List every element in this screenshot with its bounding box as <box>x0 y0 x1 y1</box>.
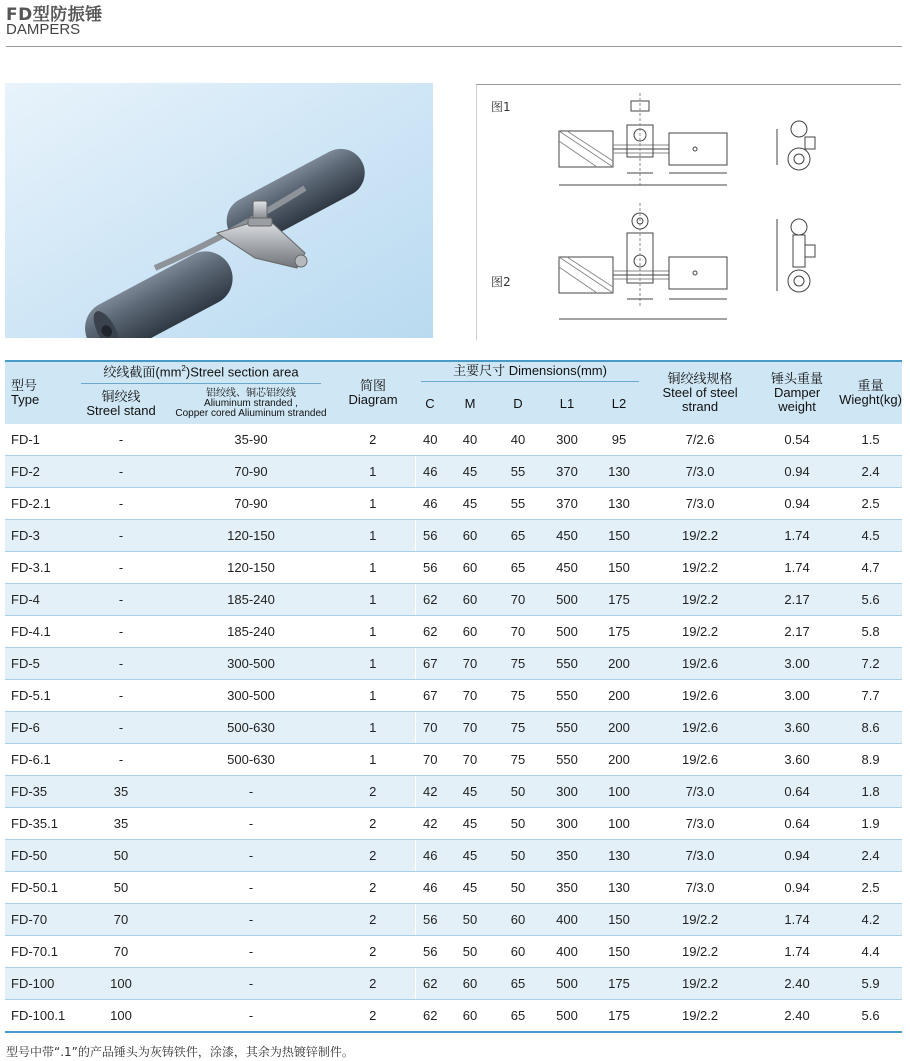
table-row <box>5 552 902 584</box>
cell-weight: 4.7 <box>839 552 902 584</box>
header-damper-en1: Damper <box>773 385 821 400</box>
cell-diagram: 1 <box>331 584 415 616</box>
cell-diagram: 2 <box>331 1000 415 1033</box>
cell-steel-stand: 50 <box>71 872 171 904</box>
cell-d: 50 <box>495 808 541 840</box>
cell-l2: 200 <box>593 680 645 712</box>
cell-m: 60 <box>445 1000 495 1033</box>
cell-damper-weight: 0.94 <box>755 456 839 488</box>
header-c: C <box>415 384 445 424</box>
header-weight-cn: 重量 <box>857 378 884 393</box>
cell-weight: 7.2 <box>839 648 902 680</box>
cell-l2: 130 <box>593 456 645 488</box>
cell-steel-spec: 19/2.2 <box>645 552 755 584</box>
cell-l1: 500 <box>541 584 593 616</box>
cell-l2: 200 <box>593 712 645 744</box>
cell-d: 55 <box>495 456 541 488</box>
cell-l1: 550 <box>541 680 593 712</box>
cell-damper-weight: 2.17 <box>755 616 839 648</box>
cell-weight: 5.8 <box>839 616 902 648</box>
header-steel-stand <box>71 384 171 424</box>
spec-table-wrapper <box>5 360 902 1033</box>
cell-diagram: 2 <box>331 904 415 936</box>
cell-damper-weight: 2.40 <box>755 1000 839 1033</box>
cell-m: 45 <box>445 488 495 520</box>
cell-diagram: 2 <box>331 424 415 456</box>
cell-l1: 500 <box>541 1000 593 1033</box>
cell-l2: 200 <box>593 744 645 776</box>
cell-steel-spec: 19/2.2 <box>645 616 755 648</box>
cell-weight: 2.5 <box>839 488 902 520</box>
cell-d: 55 <box>495 488 541 520</box>
cell-c: 46 <box>415 872 445 904</box>
cell-steel-stand: 100 <box>71 968 171 1000</box>
cell-m: 50 <box>445 904 495 936</box>
cell-l1: 370 <box>541 456 593 488</box>
cell-weight: 5.9 <box>839 968 902 1000</box>
cell-steel-stand: - <box>71 552 171 584</box>
cell-damper-weight: 0.94 <box>755 840 839 872</box>
cell-damper-weight: 3.00 <box>755 648 839 680</box>
cell-aluminum: - <box>171 776 331 808</box>
cell-l2: 200 <box>593 648 645 680</box>
cell-c: 62 <box>415 616 445 648</box>
cell-m: 70 <box>445 744 495 776</box>
cell-steel-stand: - <box>71 456 171 488</box>
cell-weight: 1.8 <box>839 776 902 808</box>
cell-weight: 8.9 <box>839 744 902 776</box>
cell-d: 65 <box>495 552 541 584</box>
cell-steel-stand: - <box>71 744 171 776</box>
cell-l2: 130 <box>593 488 645 520</box>
cell-d: 70 <box>495 616 541 648</box>
cell-weight: 2.5 <box>839 872 902 904</box>
cell-steel-stand: 70 <box>71 936 171 968</box>
cell-l2: 175 <box>593 616 645 648</box>
cell-type: FD-5.1 <box>5 680 71 712</box>
cell-l1: 550 <box>541 648 593 680</box>
spec-table-body <box>5 424 902 1032</box>
cell-steel-stand: 35 <box>71 776 171 808</box>
cell-damper-weight: 0.54 <box>755 424 839 456</box>
cell-d: 70 <box>495 584 541 616</box>
header-l1: L1 <box>541 384 593 424</box>
cell-m: 70 <box>445 712 495 744</box>
cell-l2: 130 <box>593 872 645 904</box>
cell-steel-spec: 7/3.0 <box>645 488 755 520</box>
cell-aluminum: - <box>171 808 331 840</box>
cell-steel-spec: 19/2.2 <box>645 520 755 552</box>
header-steel-stand-en: Streel stand <box>86 403 156 418</box>
cell-type: FD-35 <box>5 776 71 808</box>
table-row <box>5 488 902 520</box>
cell-diagram: 2 <box>331 936 415 968</box>
cell-type: FD-1 <box>5 424 71 456</box>
header-aluminum-cn: 铝绞线、铜芯铝绞线 <box>206 388 296 399</box>
table-row <box>5 968 902 1000</box>
cell-c: 46 <box>415 488 445 520</box>
cell-weight: 4.4 <box>839 936 902 968</box>
table-row <box>5 776 902 808</box>
cell-aluminum: - <box>171 1000 331 1033</box>
cell-steel-stand: - <box>71 648 171 680</box>
cell-d: 60 <box>495 936 541 968</box>
cell-steel-spec: 19/2.2 <box>645 904 755 936</box>
cell-type: FD-5 <box>5 648 71 680</box>
figure-1-label: 图1 <box>491 100 511 114</box>
page-title: FD型防振锤 <box>6 5 103 25</box>
cell-damper-weight: 3.60 <box>755 712 839 744</box>
cell-diagram: 1 <box>331 488 415 520</box>
cell-type: FD-50.1 <box>5 872 71 904</box>
cell-d: 50 <box>495 872 541 904</box>
cell-aluminum: 120-150 <box>171 552 331 584</box>
spec-table <box>5 360 902 1033</box>
cell-steel-stand: - <box>71 584 171 616</box>
cell-steel-stand: - <box>71 488 171 520</box>
header-damper-weight <box>755 361 839 424</box>
cell-aluminum: 300-500 <box>171 680 331 712</box>
cell-m: 60 <box>445 584 495 616</box>
cell-type: FD-4.1 <box>5 616 71 648</box>
cell-type: FD-6 <box>5 712 71 744</box>
cell-damper-weight: 1.74 <box>755 520 839 552</box>
cell-type: FD-3.1 <box>5 552 71 584</box>
cell-aluminum: - <box>171 840 331 872</box>
cell-weight: 2.4 <box>839 456 902 488</box>
header-d: D <box>495 384 541 424</box>
header-steel-stand-cn: 铜绞线 <box>101 389 141 404</box>
cell-diagram: 2 <box>331 968 415 1000</box>
figure-2-label: 图2 <box>491 275 511 289</box>
cell-aluminum: 500-630 <box>171 712 331 744</box>
cell-diagram: 2 <box>331 776 415 808</box>
cell-aluminum: 70-90 <box>171 456 331 488</box>
cell-steel-spec: 19/2.6 <box>645 648 755 680</box>
cell-d: 60 <box>495 904 541 936</box>
cell-c: 67 <box>415 648 445 680</box>
cell-m: 60 <box>445 968 495 1000</box>
cell-aluminum: 500-630 <box>171 744 331 776</box>
header-aluminum-en1: Aliuminum stranded , <box>204 398 298 409</box>
table-row <box>5 456 902 488</box>
cell-steel-spec: 7/3.0 <box>645 872 755 904</box>
cell-steel-stand: - <box>71 680 171 712</box>
cell-m: 45 <box>445 776 495 808</box>
header-diagram-en: Diagram <box>348 392 398 407</box>
cell-l1: 550 <box>541 712 593 744</box>
cell-aluminum: - <box>171 936 331 968</box>
header-section-area <box>71 361 331 384</box>
cell-damper-weight: 1.74 <box>755 936 839 968</box>
cell-l2: 175 <box>593 1000 645 1033</box>
cell-steel-spec: 7/2.6 <box>645 424 755 456</box>
cell-type: FD-35.1 <box>5 808 71 840</box>
cell-m: 70 <box>445 648 495 680</box>
cell-diagram: 1 <box>331 456 415 488</box>
cell-damper-weight: 0.64 <box>755 776 839 808</box>
cell-c: 67 <box>415 680 445 712</box>
cell-steel-spec: 7/3.0 <box>645 808 755 840</box>
cell-c: 56 <box>415 520 445 552</box>
cell-c: 70 <box>415 712 445 744</box>
cell-l2: 100 <box>593 776 645 808</box>
cell-l1: 300 <box>541 424 593 456</box>
header-section-cn: 绞线截面(mm <box>103 364 182 380</box>
header-m: M <box>445 384 495 424</box>
table-row <box>5 1000 902 1033</box>
cell-l2: 150 <box>593 552 645 584</box>
cell-m: 45 <box>445 872 495 904</box>
cell-m: 45 <box>445 808 495 840</box>
header-steel-spec-en2: strand <box>681 399 719 414</box>
header-steel-spec <box>645 361 755 424</box>
cell-l2: 175 <box>593 584 645 616</box>
header-l2: L2 <box>593 384 645 424</box>
cell-damper-weight: 1.74 <box>755 904 839 936</box>
table-row <box>5 648 902 680</box>
cell-aluminum: - <box>171 968 331 1000</box>
cell-l1: 300 <box>541 808 593 840</box>
cell-weight: 8.6 <box>839 712 902 744</box>
cell-l2: 175 <box>593 968 645 1000</box>
cell-l1: 370 <box>541 488 593 520</box>
cell-steel-spec: 19/2.6 <box>645 712 755 744</box>
cell-l1: 400 <box>541 936 593 968</box>
cell-damper-weight: 2.40 <box>755 968 839 1000</box>
cell-type: FD-70 <box>5 904 71 936</box>
cell-l2: 150 <box>593 936 645 968</box>
cell-m: 70 <box>445 680 495 712</box>
cell-steel-stand: - <box>71 424 171 456</box>
cell-steel-stand: 35 <box>71 808 171 840</box>
cell-l1: 450 <box>541 552 593 584</box>
header-weight <box>839 361 902 424</box>
cell-l1: 400 <box>541 904 593 936</box>
cell-c: 56 <box>415 552 445 584</box>
cell-m: 60 <box>445 616 495 648</box>
cell-c: 40 <box>415 424 445 456</box>
cell-d: 65 <box>495 520 541 552</box>
cell-d: 65 <box>495 968 541 1000</box>
cell-diagram: 2 <box>331 840 415 872</box>
cell-type: FD-2.1 <box>5 488 71 520</box>
cell-l1: 300 <box>541 776 593 808</box>
product-photo <box>5 83 433 338</box>
cell-l1: 350 <box>541 840 593 872</box>
header-section-sup: 2 <box>181 364 186 374</box>
cell-l2: 130 <box>593 840 645 872</box>
cell-weight: 4.5 <box>839 520 902 552</box>
cell-steel-spec: 19/2.6 <box>645 744 755 776</box>
cell-steel-stand: - <box>71 616 171 648</box>
cell-type: FD-100 <box>5 968 71 1000</box>
cell-l2: 95 <box>593 424 645 456</box>
cell-diagram: 1 <box>331 712 415 744</box>
technical-diagrams <box>476 84 901 340</box>
header-type-en: Type <box>11 392 40 407</box>
table-row <box>5 712 902 744</box>
cell-type: FD-6.1 <box>5 744 71 776</box>
cell-steel-spec: 19/2.2 <box>645 1000 755 1033</box>
table-row <box>5 680 902 712</box>
table-row <box>5 424 902 456</box>
cell-aluminum: - <box>171 872 331 904</box>
cell-c: 56 <box>415 904 445 936</box>
cell-weight: 1.5 <box>839 424 902 456</box>
header-diagram <box>331 361 415 424</box>
cell-steel-spec: 19/2.2 <box>645 936 755 968</box>
cell-aluminum: 300-500 <box>171 648 331 680</box>
cell-l2: 150 <box>593 904 645 936</box>
cell-c: 46 <box>415 456 445 488</box>
cell-weight: 5.6 <box>839 1000 902 1033</box>
page-subtitle: DAMPERS <box>6 21 81 38</box>
footnote: 型号中带“.1”的产品锤头为灰铸铁件，涂漆，其余为热镀锌制件。 <box>6 1045 354 1059</box>
cell-diagram: 1 <box>331 744 415 776</box>
table-row <box>5 936 902 968</box>
cell-diagram: 1 <box>331 552 415 584</box>
cell-c: 62 <box>415 968 445 1000</box>
cell-type: FD-3 <box>5 520 71 552</box>
cell-weight: 1.9 <box>839 808 902 840</box>
cell-c: 42 <box>415 808 445 840</box>
cell-damper-weight: 3.00 <box>755 680 839 712</box>
cell-m: 50 <box>445 936 495 968</box>
cell-d: 50 <box>495 776 541 808</box>
cell-aluminum: 70-90 <box>171 488 331 520</box>
cell-l1: 550 <box>541 744 593 776</box>
cell-diagram: 1 <box>331 520 415 552</box>
cell-steel-spec: 19/2.6 <box>645 680 755 712</box>
cell-c: 70 <box>415 744 445 776</box>
table-row <box>5 808 902 840</box>
cell-aluminum: - <box>171 904 331 936</box>
cell-d: 50 <box>495 840 541 872</box>
cell-l2: 100 <box>593 808 645 840</box>
cell-weight: 4.2 <box>839 904 902 936</box>
cell-steel-stand: 70 <box>71 904 171 936</box>
table-row <box>5 744 902 776</box>
header-steel-spec-en1: Steel of steel <box>662 385 738 400</box>
header-dimensions: 主要尺寸 Dimensions(mm) <box>415 361 645 384</box>
cell-l2: 150 <box>593 520 645 552</box>
cell-weight: 2.4 <box>839 840 902 872</box>
header-weight-en: Wieght(kg) <box>839 392 902 407</box>
header-diagram-cn: 简图 <box>359 378 386 393</box>
cell-steel-stand: 100 <box>71 1000 171 1033</box>
cell-type: FD-100.1 <box>5 1000 71 1033</box>
cell-diagram: 1 <box>331 616 415 648</box>
cell-damper-weight: 3.60 <box>755 744 839 776</box>
header-section-en: )Streel section area <box>185 364 299 380</box>
cell-l1: 500 <box>541 968 593 1000</box>
cell-l1: 500 <box>541 616 593 648</box>
cell-diagram: 2 <box>331 808 415 840</box>
cell-c: 42 <box>415 776 445 808</box>
cell-steel-stand: - <box>71 712 171 744</box>
cell-weight: 5.6 <box>839 584 902 616</box>
cell-type: FD-2 <box>5 456 71 488</box>
cell-d: 40 <box>495 424 541 456</box>
cell-c: 56 <box>415 936 445 968</box>
cell-steel-spec: 19/2.2 <box>645 584 755 616</box>
cell-d: 75 <box>495 712 541 744</box>
table-row <box>5 840 902 872</box>
cell-d: 75 <box>495 680 541 712</box>
cell-type: FD-4 <box>5 584 71 616</box>
cell-steel-spec: 19/2.2 <box>645 968 755 1000</box>
cell-l1: 450 <box>541 520 593 552</box>
cell-c: 46 <box>415 840 445 872</box>
header-aluminum <box>171 384 331 424</box>
table-row <box>5 520 902 552</box>
cell-damper-weight: 0.64 <box>755 808 839 840</box>
cell-m: 45 <box>445 840 495 872</box>
header-type <box>5 361 71 424</box>
cell-steel-spec: 7/3.0 <box>645 456 755 488</box>
table-row <box>5 904 902 936</box>
cell-steel-stand: - <box>71 520 171 552</box>
cell-m: 45 <box>445 456 495 488</box>
header-damper-cn: 锤头重量 <box>771 371 824 386</box>
header-steel-spec-cn: 铜绞线规格 <box>667 371 733 386</box>
table-row <box>5 872 902 904</box>
cell-c: 62 <box>415 584 445 616</box>
cell-damper-weight: 1.74 <box>755 552 839 584</box>
cell-aluminum: 35-90 <box>171 424 331 456</box>
cell-d: 75 <box>495 648 541 680</box>
header-type-cn: 型号 <box>11 378 38 393</box>
cell-type: FD-50 <box>5 840 71 872</box>
cell-d: 75 <box>495 744 541 776</box>
cell-diagram: 1 <box>331 648 415 680</box>
header-damper-en2: weight <box>778 399 816 414</box>
cell-damper-weight: 2.17 <box>755 584 839 616</box>
cell-diagram: 1 <box>331 680 415 712</box>
header-aluminum-en2: Copper cored Aliuminum stranded <box>175 408 327 419</box>
cell-damper-weight: 0.94 <box>755 488 839 520</box>
cell-steel-spec: 7/3.0 <box>645 840 755 872</box>
cell-m: 60 <box>445 520 495 552</box>
cell-steel-spec: 7/3.0 <box>645 776 755 808</box>
cell-l1: 350 <box>541 872 593 904</box>
table-row <box>5 616 902 648</box>
cell-damper-weight: 0.94 <box>755 872 839 904</box>
header-rule <box>6 46 902 47</box>
cell-type: FD-70.1 <box>5 936 71 968</box>
cell-c: 62 <box>415 1000 445 1033</box>
cell-m: 40 <box>445 424 495 456</box>
cell-aluminum: 120-150 <box>171 520 331 552</box>
cell-d: 65 <box>495 1000 541 1033</box>
cell-diagram: 2 <box>331 872 415 904</box>
cell-aluminum: 185-240 <box>171 616 331 648</box>
cell-weight: 7.7 <box>839 680 902 712</box>
cell-m: 60 <box>445 552 495 584</box>
cell-aluminum: 185-240 <box>171 584 331 616</box>
cell-steel-stand: 50 <box>71 840 171 872</box>
table-row <box>5 584 902 616</box>
